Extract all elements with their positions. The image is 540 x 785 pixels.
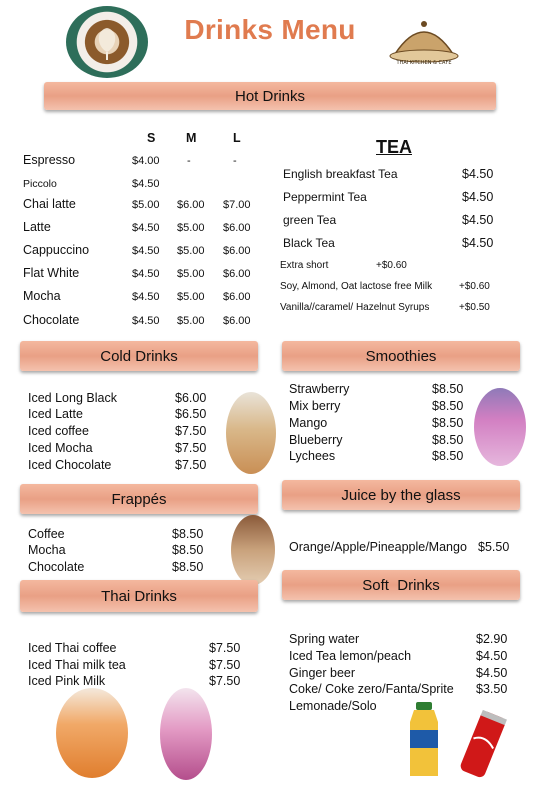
smoothie-price: $8.50 [432,416,464,430]
frappe-image [231,515,275,585]
cold-drink-name: Iced Mocha [28,441,93,455]
tea-price: $4.50 [462,167,494,181]
thai-drinks-banner [20,580,258,612]
thai-drink-name: Iced Thai milk tea [28,658,126,672]
hot-drink-price: $4.50 [132,291,160,303]
hot-drink-name: Chocolate [23,313,80,327]
cold-drink-name: Iced Latte [28,407,83,421]
svg-text:THAI KITCHEN & CAFE: THAI KITCHEN & CAFE [396,60,452,66]
frappes-banner [20,484,258,514]
cold-drink-name: Iced Chocolate [28,458,112,472]
hot-drink-price: $4.50 [132,245,160,257]
hot-drink-name: Cappuccino [23,243,90,257]
hot-drink-name: Latte [23,220,51,234]
hot-drink-price: $5.00 [132,199,160,211]
juice-heading: Juice by the glass [341,487,461,504]
hot-drink-price: $4.50 [132,178,160,190]
tea-extra-price: +$0.60 [459,281,490,292]
hot-drinks-banner [44,82,496,110]
hot-drinks-heading: Hot Drinks [234,88,305,105]
thai-tea-image [56,688,128,778]
cold-drink-price: $6.00 [175,391,207,405]
hot-drink-name: Espresso [23,153,76,167]
hot-drink-price: $6.00 [223,222,251,234]
soft-drink-price: $2.90 [476,632,508,646]
tea-extra-name: Soy, Almond, Oat lactose free Milk [280,281,433,292]
hot-drink-name: Piccolo [23,178,57,190]
tea-extra-name: Vanilla//caramel/ Hazelnut Syrups [280,302,430,313]
tea-name: Black Tea [283,236,335,250]
thai-drink-price: $7.50 [209,674,241,688]
thai-drink-name: Iced Thai coffee [28,641,117,655]
smoothie-price: $8.50 [432,399,464,413]
pink-milk-image [160,688,212,780]
hot-drink-price: $5.00 [177,245,205,257]
juice-name: Orange/Apple/Pineapple/Mango [289,540,467,554]
tea-name: English breakfast Tea [283,167,398,181]
cold-drink-name: Iced coffee [28,424,89,438]
hot-drink-price: $5.00 [177,222,205,234]
cold-drink-price: $6.50 [175,407,207,421]
smoothies-banner [282,341,520,371]
hot-drink-price: $4.50 [132,222,160,234]
soft-drinks-heading: Soft Drinks [362,577,440,594]
soft-drink-name: Ginger beer [289,666,356,680]
smoothie-name: Mix berry [289,399,341,413]
tea-extra-price: +$0.60 [376,260,407,271]
tea-name: Peppermint Tea [283,190,367,204]
soft-drinks-banner [282,570,520,600]
frappe-price: $8.50 [172,527,204,541]
iced-latte-image [226,392,276,474]
thai-drink-name: Iced Pink Milk [28,674,106,688]
tea-name: green Tea [283,213,337,227]
frappe-name: Chocolate [28,560,85,574]
soft-drink-name: Iced Tea lemon/peach [289,649,412,663]
tea-extra-name: Extra short [280,260,329,271]
smoothie-price: $8.50 [432,382,464,396]
soft-drink-price: $3.50 [476,682,508,696]
cold-drink-price: $7.50 [175,424,207,438]
smoothie-name: Lychees [289,449,336,463]
hot-drink-price: $4.50 [132,315,160,327]
thai-drink-price: $7.50 [209,641,241,655]
juice-item [289,540,467,554]
size-header: M [186,131,197,145]
hot-drink-name: Mocha [23,289,61,303]
hot-drink-price: $5.00 [177,315,205,327]
coke-can-image [456,708,508,780]
cold-drink-price: $7.50 [175,458,207,472]
smoothie-price: $8.50 [432,433,464,447]
soft-drink-price: $4.50 [476,649,508,663]
smoothie-name: Mango [289,416,328,430]
hot-drink-price: $6.00 [223,291,251,303]
cold-drinks-banner [20,341,258,371]
tea-price: $4.50 [462,236,494,250]
size-header: L [233,131,241,145]
hot-drink-price: $7.00 [223,199,251,211]
soft-drink-price: $4.50 [476,666,508,680]
frappes-heading: Frappés [111,491,167,508]
tea-extra-price: +$0.50 [459,302,490,313]
tea-price: $4.50 [462,190,494,204]
hot-drink-price: $6.00 [223,245,251,257]
hot-drink-price: $4.50 [132,268,160,280]
tea-heading: TEA [376,137,412,157]
cold-drink-price: $7.50 [175,441,207,455]
cold-drink-name: Iced Long Black [28,391,117,405]
hot-drink-price: $6.00 [223,268,251,280]
hot-drink-price: $5.00 [177,268,205,280]
frappe-price: $8.50 [172,543,204,557]
cold-drinks-heading: Cold Drinks [100,348,178,365]
hot-drink-price: - [187,155,191,167]
soft-drink-name: Lemonade/Solo [289,699,377,713]
hot-drink-name: Flat White [23,266,80,280]
hot-drink-name: Chai latte [23,197,76,211]
iced-tea-bottle-image [402,702,446,778]
soft-drink-name: Spring water [289,632,360,646]
tea-price: $4.50 [462,213,494,227]
size-header: S [147,131,156,145]
frappe-name: Mocha [28,543,66,557]
smoothies-heading: Smoothies [365,348,437,365]
restaurant-logo [385,14,463,66]
juice-banner [282,480,520,510]
page-title: Drinks Menu [184,14,356,45]
hot-drink-price: $5.00 [177,291,205,303]
smoothie-image [474,388,526,466]
juice-price: $5.50 [478,540,510,554]
smoothie-name: Blueberry [289,433,343,447]
thai-drinks-heading: Thai Drinks [101,588,177,605]
frappe-price: $8.50 [172,560,204,574]
hot-drink-price: - [233,155,237,167]
frappe-name: Coffee [28,527,65,541]
hot-drink-price: $4.00 [132,155,160,167]
hot-drink-price: $6.00 [223,315,251,327]
smoothie-name: Strawberry [289,382,350,396]
thai-drink-price: $7.50 [209,658,241,672]
smoothie-price: $8.50 [432,449,464,463]
soft-drink-name: Coke/ Coke zero/Fanta/Sprite [289,682,454,696]
hot-drink-price: $6.00 [177,199,205,211]
